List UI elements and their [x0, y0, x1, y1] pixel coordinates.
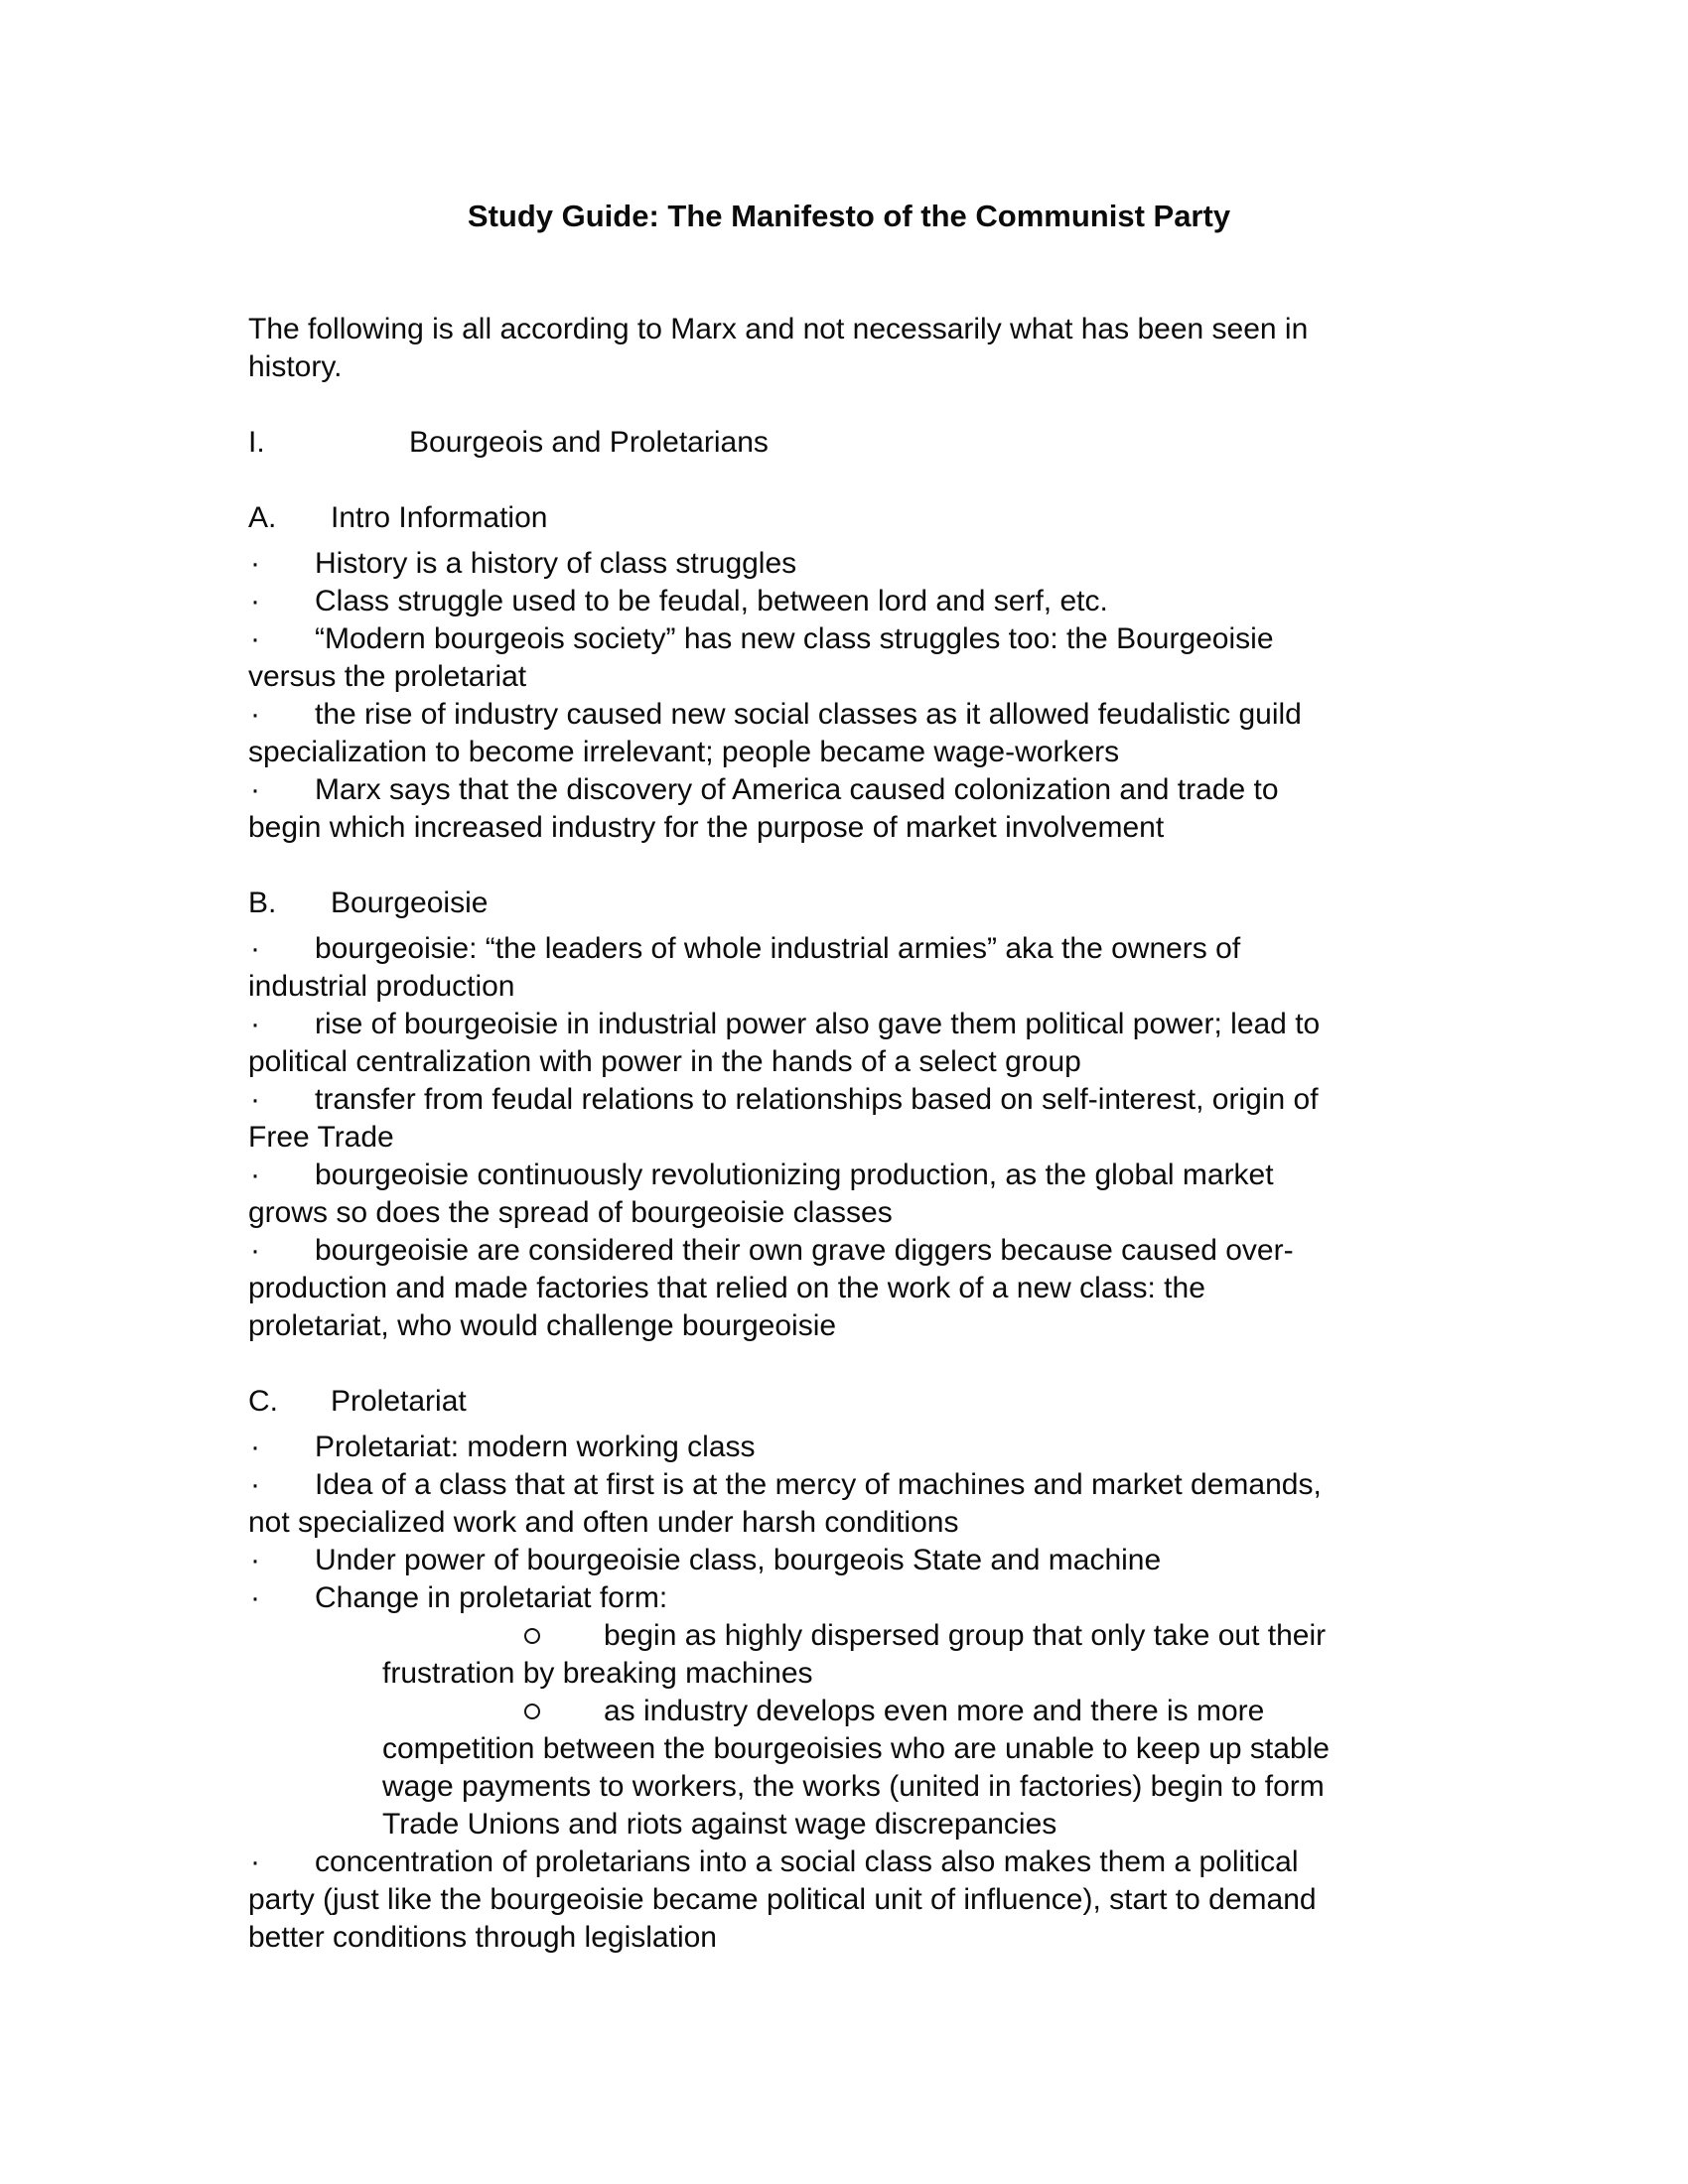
section-heading: C. Proletariat — [248, 1383, 1450, 1421]
bullet-continuation-line: production and made factories that relied on the work of a new class: the — [248, 1272, 1205, 1304]
document-title — [248, 198, 1450, 235]
bullet-continuation-line: political centralization with power in the hands of a select group — [248, 1045, 1081, 1078]
bullet-line: · Change in proletariat form: — [248, 1579, 1450, 1617]
bullet-dot-icon: · — [250, 547, 260, 580]
bullet-dot-icon: · — [250, 1431, 260, 1463]
bullet-dot-icon: · — [250, 1234, 260, 1267]
paragraph-line: history. — [248, 350, 343, 383]
bullet-continuation-line: party (just like the bourgeoisie became political unit of influence), start to demand — [248, 1883, 1317, 1916]
heading-marker: B. — [248, 887, 277, 919]
heading-marker: C. — [248, 1385, 278, 1418]
blank-line — [248, 1345, 1450, 1383]
blank-line — [248, 462, 1450, 499]
bullet-dot-icon: · — [250, 1544, 260, 1576]
bullet-line: · transfer from feudal relations to relationships based on self-interest, origin of — [248, 1081, 1450, 1119]
blank-line — [248, 847, 1450, 885]
section-heading: B. Bourgeoisie — [248, 885, 1450, 922]
bullet-line: · concentration of proletarians into a social class also makes them a political — [248, 1843, 1450, 1881]
sub-bullet-continuation-line: frustration by breaking machines — [382, 1657, 813, 1690]
bullet-line: · rise of bourgeoisie in industrial power also gave them political power; lead to — [248, 1006, 1450, 1043]
bullet-dot-icon: · — [250, 1581, 260, 1614]
bullet-dot-icon: · — [250, 932, 260, 965]
sub-bullet-line: as industry develops even more and there is more — [248, 1693, 1450, 1730]
bullet-continuation-line: not specialized work and often under harsh conditions — [248, 1506, 959, 1539]
document-content — [248, 198, 1450, 1957]
bullet-continuation-line: industrial production — [248, 970, 515, 1003]
bullet-dot-icon: · — [250, 1008, 260, 1040]
sub-bullet-continuation-line: wage payments to workers, the works (united in factories) begin to form — [382, 1770, 1325, 1803]
bullet-line: · Idea of a class that at first is at the mercy of machines and market demands, — [248, 1466, 1450, 1504]
paragraph-line: The following is all according to Marx and not necessarily what has been seen in — [248, 313, 1309, 345]
bullet-continuation-line: proletariat, who would challenge bourgeoisie — [248, 1309, 837, 1342]
bullet-dot-icon: · — [250, 1468, 260, 1501]
bullet-line: · bourgeoisie continuously revolutionizing production, as the global market — [248, 1157, 1450, 1194]
bullet-continuation-line: specialization to become irrelevant; people became wage-workers — [248, 736, 1120, 768]
heading-marker: I. — [248, 426, 265, 459]
section-heading: A. Intro Information — [248, 499, 1450, 537]
sub-bullet-continuation-line: Trade Unions and riots against wage discrepancies — [382, 1808, 1057, 1841]
bullet-line: · Under power of bourgeoisie class, bourgeois State and machine — [248, 1542, 1450, 1579]
bullet-dot-icon: · — [250, 1083, 260, 1116]
circle-glyph — [524, 1628, 540, 1644]
bullet-continuation-line: versus the proletariat — [248, 660, 527, 693]
bullet-continuation-line: begin which increased industry for the purpose of market involvement — [248, 811, 1165, 844]
bullet-continuation-line: Free Trade — [248, 1121, 394, 1154]
blank-line — [248, 273, 1450, 311]
sub-bullet-line: begin as highly dispersed group that only take out their — [248, 1617, 1450, 1655]
bullet-dot-icon: · — [250, 773, 260, 806]
bullet-line: · the rise of industry caused new social classes as it allowed feudalistic guild — [248, 696, 1450, 734]
document-title-text: Study Guide: The Manifesto of the Communist Party — [467, 199, 1231, 233]
bullet-continuation-line: better conditions through legislation — [248, 1921, 717, 1954]
bullet-dot-icon: · — [250, 698, 260, 731]
section-heading: I. Bourgeois and Proletarians — [248, 424, 1450, 462]
bullet-dot-icon: · — [250, 1159, 260, 1191]
circle-glyph — [524, 1704, 540, 1719]
blank-line — [248, 235, 1450, 273]
bullet-line: · Proletariat: modern working class — [248, 1429, 1450, 1466]
bullet-line: · History is a history of class struggles — [248, 545, 1450, 583]
bullet-line: · bourgeoisie are considered their own grave diggers because caused over- — [248, 1232, 1450, 1270]
sub-bullet-circle-icon — [524, 1617, 604, 1655]
bullet-line: · Class struggle used to be feudal, between lord and serf, etc. — [248, 583, 1450, 620]
heading-marker: A. — [248, 501, 277, 534]
bullet-continuation-line: grows so does the spread of bourgeoisie classes — [248, 1196, 893, 1229]
blank-line — [248, 386, 1450, 424]
bullet-dot-icon: · — [250, 1845, 260, 1878]
sub-bullet-continuation-line: competition between the bourgeoisies who are unable to keep up stable — [382, 1732, 1330, 1765]
bullet-dot-icon: · — [250, 622, 260, 655]
bullet-line: · Marx says that the discovery of America caused colonization and trade to — [248, 771, 1450, 809]
bullet-line: · bourgeoisie: “the leaders of whole industrial armies” aka the owners of — [248, 930, 1450, 968]
bullet-dot-icon: · — [250, 585, 260, 617]
bullet-line: · “Modern bourgeois society” has new class struggles too: the Bourgeoisie — [248, 620, 1450, 658]
sub-bullet-circle-icon — [524, 1693, 604, 1730]
